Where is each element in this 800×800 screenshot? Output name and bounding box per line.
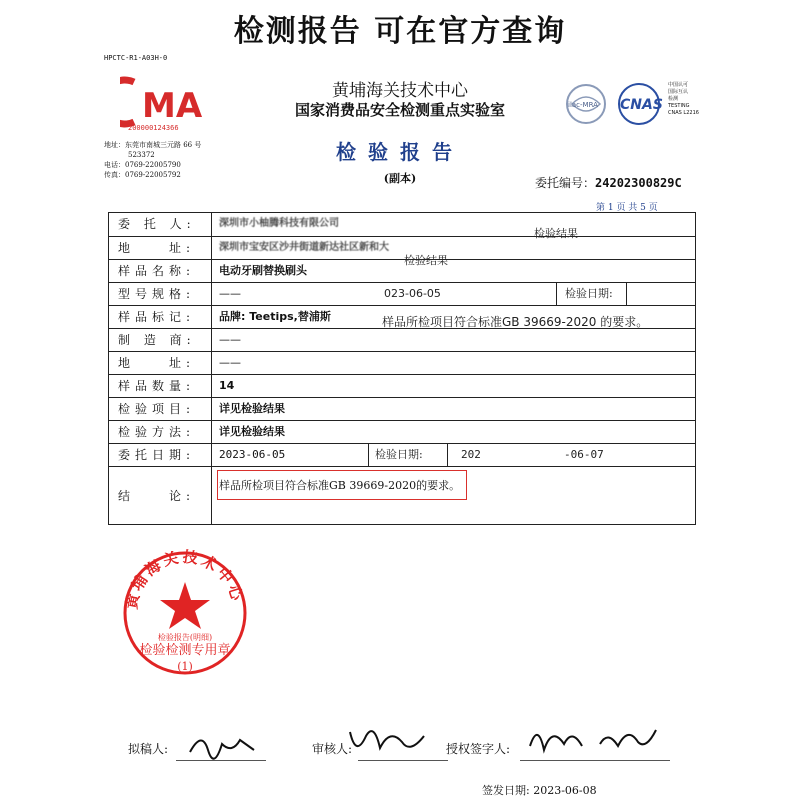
row-label: 委托日期:	[109, 444, 212, 467]
org-name-line1: 黄埔海关技术中心	[332, 81, 468, 101]
cell-divider	[556, 283, 557, 306]
cell-divider	[626, 283, 627, 306]
authorized-signer-label: 授权签字人:	[446, 742, 511, 756]
row-label: 地 址:	[109, 352, 212, 375]
ghost-date-text: 023-06-05	[384, 287, 441, 300]
contact-block	[104, 140, 201, 180]
row-value: 电动牙刷替换刷头	[219, 264, 307, 277]
official-seal	[120, 548, 250, 678]
row-label: 地 址:	[109, 237, 212, 260]
reviewer-signature-line	[358, 760, 448, 761]
side-line: TESTING	[668, 103, 690, 109]
row-label: 委 托 人:	[109, 213, 212, 236]
ilac-text: ilac-MRA	[568, 101, 598, 109]
ghost-results-text: 检验结果	[534, 227, 578, 240]
row-label: 样品名称:	[109, 260, 212, 283]
inspection-date-value: -06-07	[564, 448, 604, 461]
banner-title: 检测报告 可在官方查询	[233, 14, 567, 49]
inspection-date-label: 检验日期:	[565, 287, 613, 300]
contact-address: 地址：东莞市南城三元路 66 号	[104, 141, 202, 149]
row-label: 检验方法:	[109, 421, 212, 444]
row-label: 检验项目:	[109, 398, 212, 421]
cma-number: 200000124366	[128, 124, 179, 132]
row-value: 详见检验结果	[219, 402, 285, 415]
side-line: 中国认可	[668, 82, 689, 88]
side-line: 检测	[668, 96, 679, 102]
reviewer-label: 审核人:	[312, 742, 353, 756]
row-value: ——	[219, 356, 241, 369]
inspection-date-start: 202	[461, 448, 481, 461]
row-value: 2023-06-05	[219, 448, 286, 461]
org-name-line2: 国家消费品安全检测重点实验室	[294, 101, 505, 119]
table-row	[109, 397, 695, 421]
seal-graphic	[120, 548, 250, 678]
accreditation-logos	[564, 82, 714, 132]
copy-label: (副本)	[383, 172, 417, 185]
cnas-text: CNAS	[620, 97, 663, 113]
drafter-signature	[182, 722, 262, 762]
table-row	[109, 374, 695, 398]
row-label: 结 论:	[109, 467, 212, 525]
table-row	[109, 328, 695, 352]
seal-number: (1)	[177, 660, 193, 673]
table-row	[109, 213, 695, 240]
row-label: 型号规格:	[109, 283, 212, 306]
table-row	[109, 420, 695, 444]
row-value: ——	[219, 333, 241, 346]
contact-fax: 传真：0769-22005792	[104, 171, 181, 179]
table-row	[109, 305, 695, 329]
seal-center-text1: 检验报告(明细)	[157, 633, 213, 642]
ilac-cnas-graphic	[564, 82, 674, 132]
commission-number	[535, 174, 682, 191]
cma-logo	[120, 74, 210, 134]
row-value: 详见检验结果	[219, 425, 285, 438]
row-value: 品牌: Teetips,替浦斯	[219, 310, 331, 323]
seal-star	[160, 582, 210, 629]
table-row	[109, 236, 695, 267]
side-line: CNAS L2216	[668, 110, 699, 116]
commission-label: 委托编号：	[535, 176, 596, 190]
table-row	[109, 443, 695, 467]
report-info-table	[108, 212, 696, 525]
seal-arc-text: 黄埔海关技术中心	[122, 548, 247, 611]
table-row	[109, 282, 695, 306]
contact-postcode: 523372	[128, 151, 155, 159]
row-value: 深圳市宝安区沙井街道新达社区新和大	[219, 242, 389, 253]
cma-logo-text: MA	[142, 86, 203, 126]
row-label: 样品标记:	[109, 306, 212, 329]
commission-value: 24202300829C	[595, 176, 682, 190]
ghost-conclusion-text: 样品所检项目符合标准GB 39669-2020 的要求。	[382, 315, 649, 329]
cell-divider	[368, 444, 369, 467]
ghost-results-text: 检验结果	[404, 254, 448, 267]
report-title: 检验报告	[336, 140, 464, 164]
conclusion-value: 样品所检项目符合标准GB 39669-2020的要求。	[219, 479, 461, 492]
row-label: 样品数量:	[109, 375, 212, 398]
document-code: HPCTC-R1-A03H-0	[104, 54, 168, 62]
sign-date: 签发日期: 2023-06-08	[482, 784, 597, 797]
row-value: ——	[219, 287, 241, 300]
reviewer-signature	[344, 718, 434, 760]
inspection-date-label: 检验日期:	[375, 448, 423, 461]
seal-center-text2: 检验检测专用章	[139, 643, 231, 658]
row-value: 14	[219, 379, 235, 392]
table-row	[109, 351, 695, 375]
row-label: 制 造 商:	[109, 329, 212, 352]
row-value: 深圳市小柚腾科技有限公司	[219, 218, 339, 229]
redaction-blur	[399, 513, 519, 523]
cell-divider	[447, 444, 448, 467]
side-line: 国际互认	[668, 89, 689, 95]
authorized-signature	[524, 716, 664, 762]
accreditation-side-text	[668, 82, 699, 117]
contact-phone: 电话：0769-22005790	[104, 161, 181, 169]
table-row	[109, 259, 695, 283]
drafter-label: 拟稿人:	[128, 742, 169, 756]
page-info: 第 1 页 共 5 页	[596, 203, 658, 213]
